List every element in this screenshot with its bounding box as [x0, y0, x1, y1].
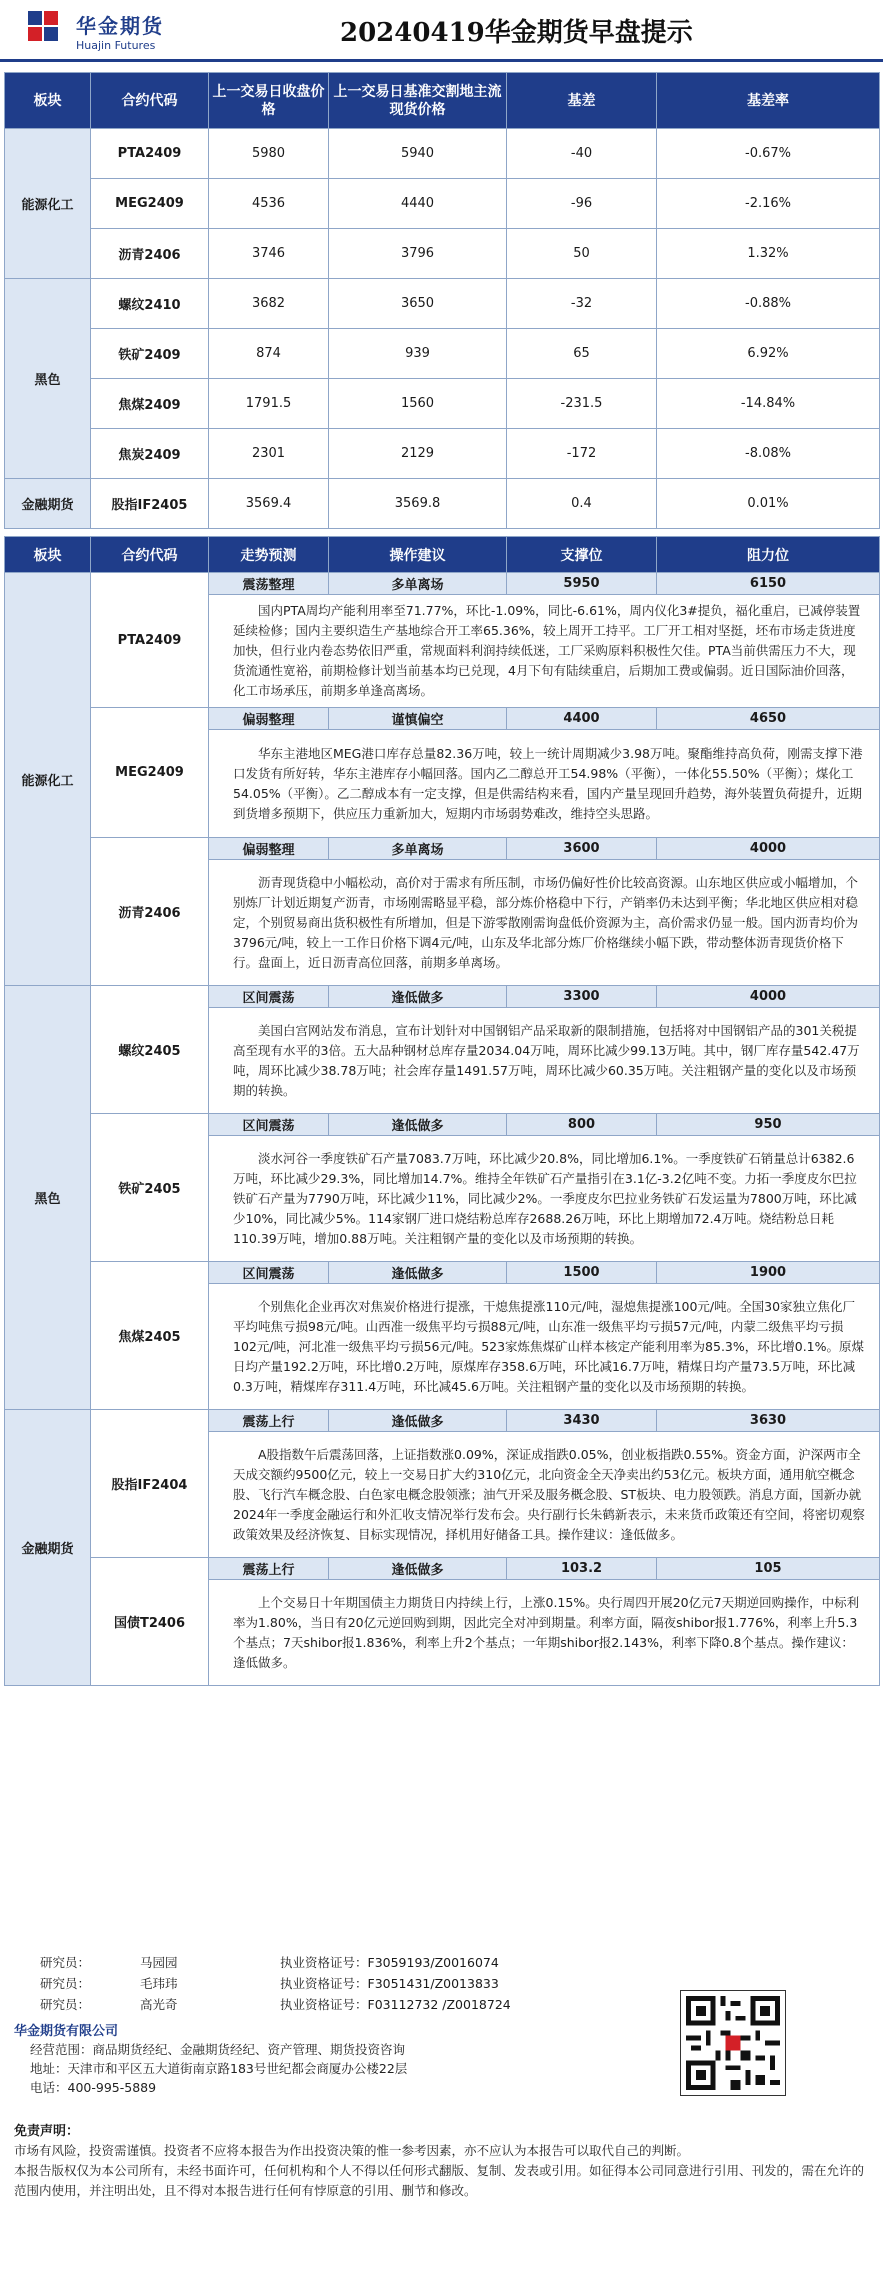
disclaimer-paragraph: 本报告版权仅为本公司所有，未经书面许可，任何机构和个人不得以任何形式翻版、复制、发表或引用。如征得本公司同意进行引用、刊发的，需在允许的范围内使用，并注明出处，且不得对本报告进行任何有悖原意的引用、删节和修改。 — [14, 2163, 865, 2198]
trend-cell: 震荡上行 — [209, 1558, 329, 1580]
support-cell: 800 — [507, 1114, 657, 1136]
logo-chinese-name: 华金期货 — [76, 14, 164, 38]
spot-cell: 3569.8 — [329, 479, 507, 529]
trend-cell: 偏弱整理 — [209, 838, 329, 860]
support-cell: 5950 — [507, 573, 657, 595]
logo-mark-icon — [28, 11, 68, 51]
support-cell: 1500 — [507, 1262, 657, 1284]
contract-code: 股指IF2404 — [91, 1410, 209, 1558]
strategy-table — [4, 536, 880, 1686]
strategy-summary-row — [5, 708, 880, 730]
column-header: 合约代码 — [91, 537, 209, 573]
analyst-label: 研究员： — [40, 1955, 91, 1970]
rate-cell: -0.67% — [657, 129, 880, 179]
sector-cell: 金融期货 — [5, 1410, 91, 1686]
analyst-row — [40, 1952, 511, 1973]
resistance-cell: 4000 — [657, 986, 880, 1008]
resistance-cell: 4000 — [657, 838, 880, 860]
contract-code: 沥青2406 — [91, 838, 209, 986]
contract-code: 沥青2406 — [91, 229, 209, 279]
analysis-text: 个别焦化企业再次对焦炭价格进行提涨，干熄焦提涨110元/吨，湿熄焦提涨100元/吨。全国30家独立焦化厂平均吨焦亏损98元/吨。山西准一级焦平均亏损88元/吨，山东准一级焦平均亏损57元/吨，内蒙二级焦平均亏损102元/吨，河北准一级焦平均亏损56元/吨。523家炼焦煤矿山样本核定产能利用率为85.3%，环比增0.1%。原煤日均产量192.2万吨，环比增0.2万吨，原煤库存358.6万吨，环比减16.7万吨，精煤日均产量73.5万吨，环比减0.3万吨，精煤库存311.4万吨，环比减45.6万吨。关注粗钢产量的变化以及市场预期的转换。 — [209, 1284, 880, 1410]
basis-header-row — [5, 73, 880, 129]
support-cell: 3600 — [507, 838, 657, 860]
column-header: 上一交易日基准交割地主流现货价格 — [329, 73, 507, 129]
resistance-cell: 1900 — [657, 1262, 880, 1284]
strategy-summary-row — [5, 1114, 880, 1136]
support-cell: 3430 — [507, 1410, 657, 1432]
company-phone: 电话：400-995-5889 — [30, 2080, 157, 2095]
spot-cell: 3796 — [329, 229, 507, 279]
qr-code-icon — [680, 1990, 786, 2096]
analysis-text: 沥青现货稳中小幅松动，高价对于需求有所压制，市场仍偏好性价比较高资源。山东地区供应或小幅增加，个别炼厂计划近期复产沥青，市场刚需略显平稳，部分炼价格稳中下行，产销率仍未达到平衡；华北地区供应相对稳定，个别贸易商出货积极性有所增加，但是下游零散刚需询盘低价资源为主，高价需求仍显一般。国内沥青均价为3796元/吨，较上一工作日价格下调4元/吨，山东及华北部分炼厂价格继续小幅下跌，带动整体沥青现货价格下行。盘面上，近日沥青高位回落，前期多单离场。 — [209, 860, 880, 986]
contract-code: 股指IF2405 — [91, 479, 209, 529]
strategy-summary-row — [5, 838, 880, 860]
analysis-text: 淡水河谷一季度铁矿石产量7083.7万吨，环比减少20.8%，同比增加6.1%。一季度铁矿石销量总计6382.6万吨，环比减少29.3%，同比增加14.7%。维持全年铁矿石产量指引在3.1亿-3.2亿吨不变。力拓一季度皮尔巴拉铁矿石产量为7790万吨，环比减少11%，同比减少2%。一季度皮尔巴拉业务铁矿石发运量为7800万吨，环比减少10%，同比减少5%。114家钢厂进口烧结粉总库存2688.26万吨，环比上期增加72.4万吨。烧结粉总日耗110.39万吨，增加0.88万吨。关注粗钢产量的变化以及市场预期的转换。 — [209, 1136, 880, 1262]
strategy-summary-row — [5, 1262, 880, 1284]
column-header: 基差 — [507, 73, 657, 129]
column-header: 板块 — [5, 537, 91, 573]
report-title: 20240419华金期货早盘提示 — [340, 18, 693, 48]
contract-code: 焦煤2409 — [91, 379, 209, 429]
rate-cell: -14.84% — [657, 379, 880, 429]
disclaimer — [14, 2120, 874, 2201]
spot-cell: 1560 — [329, 379, 507, 429]
spot-cell: 4440 — [329, 179, 507, 229]
spot-cell: 2129 — [329, 429, 507, 479]
close-cell: 2301 — [209, 429, 329, 479]
contract-code: MEG2409 — [91, 179, 209, 229]
support-cell: 3300 — [507, 986, 657, 1008]
analysis-text: 国内PTA周均产能利用率至71.77%，环比-1.09%，同比-6.61%，周内仪化3#提负，福化重启，已减停装置延续检修；国内主要织造生产基地综合开工率65.36%，较上周开工持平。工厂开工相对坚挺，坯布市场走货进度加快，但行业内卷态势依旧严重，常规面料利润持续低迷，工厂采购原料积极性欠佳。PTA当前供需压力不大，现货流通性宽裕，前期检修计划当前基本均已兑现，4月下旬有陆续重启，后期加工费或偏弱。近日国际油价回落，化工市场承压，前期多单逢高离场。 — [209, 595, 880, 708]
contract-code: 螺纹2410 — [91, 279, 209, 329]
table-row — [5, 279, 880, 329]
column-header: 操作建议 — [329, 537, 507, 573]
advice-cell: 逢低做多 — [329, 1558, 507, 1580]
advice-cell: 多单离场 — [329, 573, 507, 595]
strategy-summary-row — [5, 1558, 880, 1580]
contract-code: MEG2409 — [91, 708, 209, 838]
logo-english-name: Huajin Futures — [76, 39, 156, 52]
rate-cell: -8.08% — [657, 429, 880, 479]
rate-cell: 6.92% — [657, 329, 880, 379]
rate-cell: -2.16% — [657, 179, 880, 229]
trend-cell: 震荡上行 — [209, 1410, 329, 1432]
table-row — [5, 479, 880, 529]
resistance-cell: 4650 — [657, 708, 880, 730]
sector-cell: 黑色 — [5, 279, 91, 479]
business-scope: 经营范围：商品期货经纪、金融期货经纪、资产管理、期货投资咨询 — [30, 2042, 406, 2057]
trend-cell: 区间震荡 — [209, 986, 329, 1008]
basis-cell: -231.5 — [507, 379, 657, 429]
contract-code: 焦煤2405 — [91, 1262, 209, 1410]
rate-cell: 0.01% — [657, 479, 880, 529]
basis-cell: -172 — [507, 429, 657, 479]
analyst-name: 毛玮玮 — [140, 1976, 178, 1991]
report-header — [0, 0, 883, 62]
basis-cell: -40 — [507, 129, 657, 179]
analyst-row — [40, 1994, 511, 2015]
analyst-certificate: 执业资格证号：F03112732 /Z0018724 — [280, 1997, 511, 2012]
spot-cell: 939 — [329, 329, 507, 379]
analyst-certificate: 执业资格证号：F3059193/Z0016074 — [280, 1955, 499, 1970]
contract-code: 铁矿2405 — [91, 1114, 209, 1262]
trend-cell: 偏弱整理 — [209, 708, 329, 730]
analyst-label: 研究员： — [40, 1976, 91, 1991]
analyst-row — [40, 1973, 511, 1994]
advice-cell: 逢低做多 — [329, 1262, 507, 1284]
advice-cell: 多单离场 — [329, 838, 507, 860]
column-header: 上一交易日收盘价格 — [209, 73, 329, 129]
resistance-cell: 950 — [657, 1114, 880, 1136]
analysis-text: 华东主港地区MEG港口库存总量82.36万吨，较上一统计周期减少3.98万吨。聚酯维持高负荷，刚需支撑下港口发货有所好转，华东主港库存小幅回落。国内乙二醇总开工54.98%（平衡），一体化55.50%（平衡）；煤化工54.05%（平衡）。乙二醇成本有一定支撑，但是供需结构来看，国内产量呈现回升趋势，海外装置负荷提升，近期到货增多预期下，供应压力重新加大，短期内市场弱势难改，维持空头思路。 — [209, 730, 880, 838]
analysis-text: 上个交易日十年期国债主力期货日内持续上行，上涨0.15%。央行周四开展20亿元7天期逆回购操作，中标利率为1.80%，当日有20亿元逆回购到期，因此完全对冲到期量。利率方面，隔夜shibor报1.776%，利率上升5.3个基点；7天shibor报1.836%，利率上升2个基点；一年期shibor报2.143%，利率下降0.8个基点。操作建议：逢低做多。 — [209, 1580, 880, 1686]
analyst-label: 研究员： — [40, 1997, 91, 2012]
contract-code: PTA2409 — [91, 129, 209, 179]
company-name: 华金期货有限公司 — [14, 2024, 119, 2039]
analysis-text: A股指数午后震荡回落，上证指数涨0.09%，深证成指跌0.05%，创业板指跌0.55%。资金方面，沪深两市全天成交额约9500亿元，较上一交易日扩大约310亿元，北向资金全天净卖出约53亿元。板块方面，通用航空概念股、飞行汽车概念股、白色家电概念股领涨；油气开采及服务概念股、ST板块、电力股领跌。消息方面，国新办就2024年一季度金融运行和外汇收支情况举行发布会。央行副行长朱鹤新表示，未来货币政策还有空间，将密切观察政策效果及经济恢复、目标实现情况，择机用好储备工具。操作建议：逢低做多。 — [209, 1432, 880, 1558]
support-cell: 103.2 — [507, 1558, 657, 1580]
contract-code: 国债T2406 — [91, 1558, 209, 1686]
advice-cell: 逢低做多 — [329, 1410, 507, 1432]
contract-code: 螺纹2405 — [91, 986, 209, 1114]
basis-cell: 65 — [507, 329, 657, 379]
close-cell: 5980 — [209, 129, 329, 179]
advice-cell: 谨慎偏空 — [329, 708, 507, 730]
disclaimer-title: 免责声明： — [14, 2124, 80, 2139]
company-logo — [28, 8, 208, 54]
advice-cell: 逢低做多 — [329, 1114, 507, 1136]
resistance-cell: 6150 — [657, 573, 880, 595]
resistance-cell: 105 — [657, 1558, 880, 1580]
basis-cell: -96 — [507, 179, 657, 229]
sector-cell: 黑色 — [5, 986, 91, 1410]
sector-cell: 能源化工 — [5, 129, 91, 279]
column-header: 走势预测 — [209, 537, 329, 573]
column-header: 阻力位 — [657, 537, 880, 573]
close-cell: 1791.5 — [209, 379, 329, 429]
spot-cell: 5940 — [329, 129, 507, 179]
rate-cell: -0.88% — [657, 279, 880, 329]
strategy-summary-row — [5, 986, 880, 1008]
contract-code: PTA2409 — [91, 573, 209, 708]
analyst-name: 马园园 — [140, 1955, 178, 1970]
resistance-cell: 3630 — [657, 1410, 880, 1432]
advice-cell: 逢低做多 — [329, 986, 507, 1008]
spot-cell: 3650 — [329, 279, 507, 329]
analyst-certificate: 执业资格证号：F3051431/Z0013833 — [280, 1976, 499, 1991]
table-row — [5, 179, 880, 229]
table-row — [5, 329, 880, 379]
column-header: 支撑位 — [507, 537, 657, 573]
trend-cell: 震荡整理 — [209, 573, 329, 595]
strategy-summary-row — [5, 573, 880, 595]
close-cell: 3746 — [209, 229, 329, 279]
analyst-name: 高光奇 — [140, 1997, 178, 2012]
trend-cell: 区间震荡 — [209, 1262, 329, 1284]
close-cell: 4536 — [209, 179, 329, 229]
sector-cell: 金融期货 — [5, 479, 91, 529]
trend-cell: 区间震荡 — [209, 1114, 329, 1136]
strategy-header-row — [5, 537, 880, 573]
column-header: 合约代码 — [91, 73, 209, 129]
close-cell: 3569.4 — [209, 479, 329, 529]
analyst-list — [40, 1952, 511, 2015]
table-row — [5, 129, 880, 179]
basis-cell: 50 — [507, 229, 657, 279]
close-cell: 874 — [209, 329, 329, 379]
rate-cell: 1.32% — [657, 229, 880, 279]
disclaimer-paragraph: 市场有风险，投资需谨慎。投资者不应将本报告为作出投资决策的惟一参考因素，亦不应认为本报告可以取代自己的判断。 — [14, 2143, 690, 2158]
table-row — [5, 429, 880, 479]
column-header: 基差率 — [657, 73, 880, 129]
company-address: 地址：天津市和平区五大道街南京路183号世纪都会商厦办公楼22层 — [30, 2061, 408, 2076]
basis-cell: -32 — [507, 279, 657, 329]
basis-table — [4, 72, 880, 529]
table-row — [5, 379, 880, 429]
table-row — [5, 229, 880, 279]
strategy-summary-row — [5, 1410, 880, 1432]
support-cell: 4400 — [507, 708, 657, 730]
close-cell: 3682 — [209, 279, 329, 329]
sector-cell: 能源化工 — [5, 573, 91, 986]
column-header: 板块 — [5, 73, 91, 129]
contract-code: 焦炭2409 — [91, 429, 209, 479]
analysis-text: 美国白宫网站发布消息，宣布计划针对中国钢铝产品采取新的限制措施，包括将对中国钢铝产品的301关税提高至现有水平的3倍。五大品种钢材总库存量2034.04万吨，周环比减少99.13万吨。其中，钢厂库存量542.47万吨，周环比减少38.78万吨；社会库存量1491.57万吨，周环比减少60.35万吨。关注粗钢产量的变化以及市场预期的转换。 — [209, 1008, 880, 1114]
basis-cell: 0.4 — [507, 479, 657, 529]
contract-code: 铁矿2409 — [91, 329, 209, 379]
